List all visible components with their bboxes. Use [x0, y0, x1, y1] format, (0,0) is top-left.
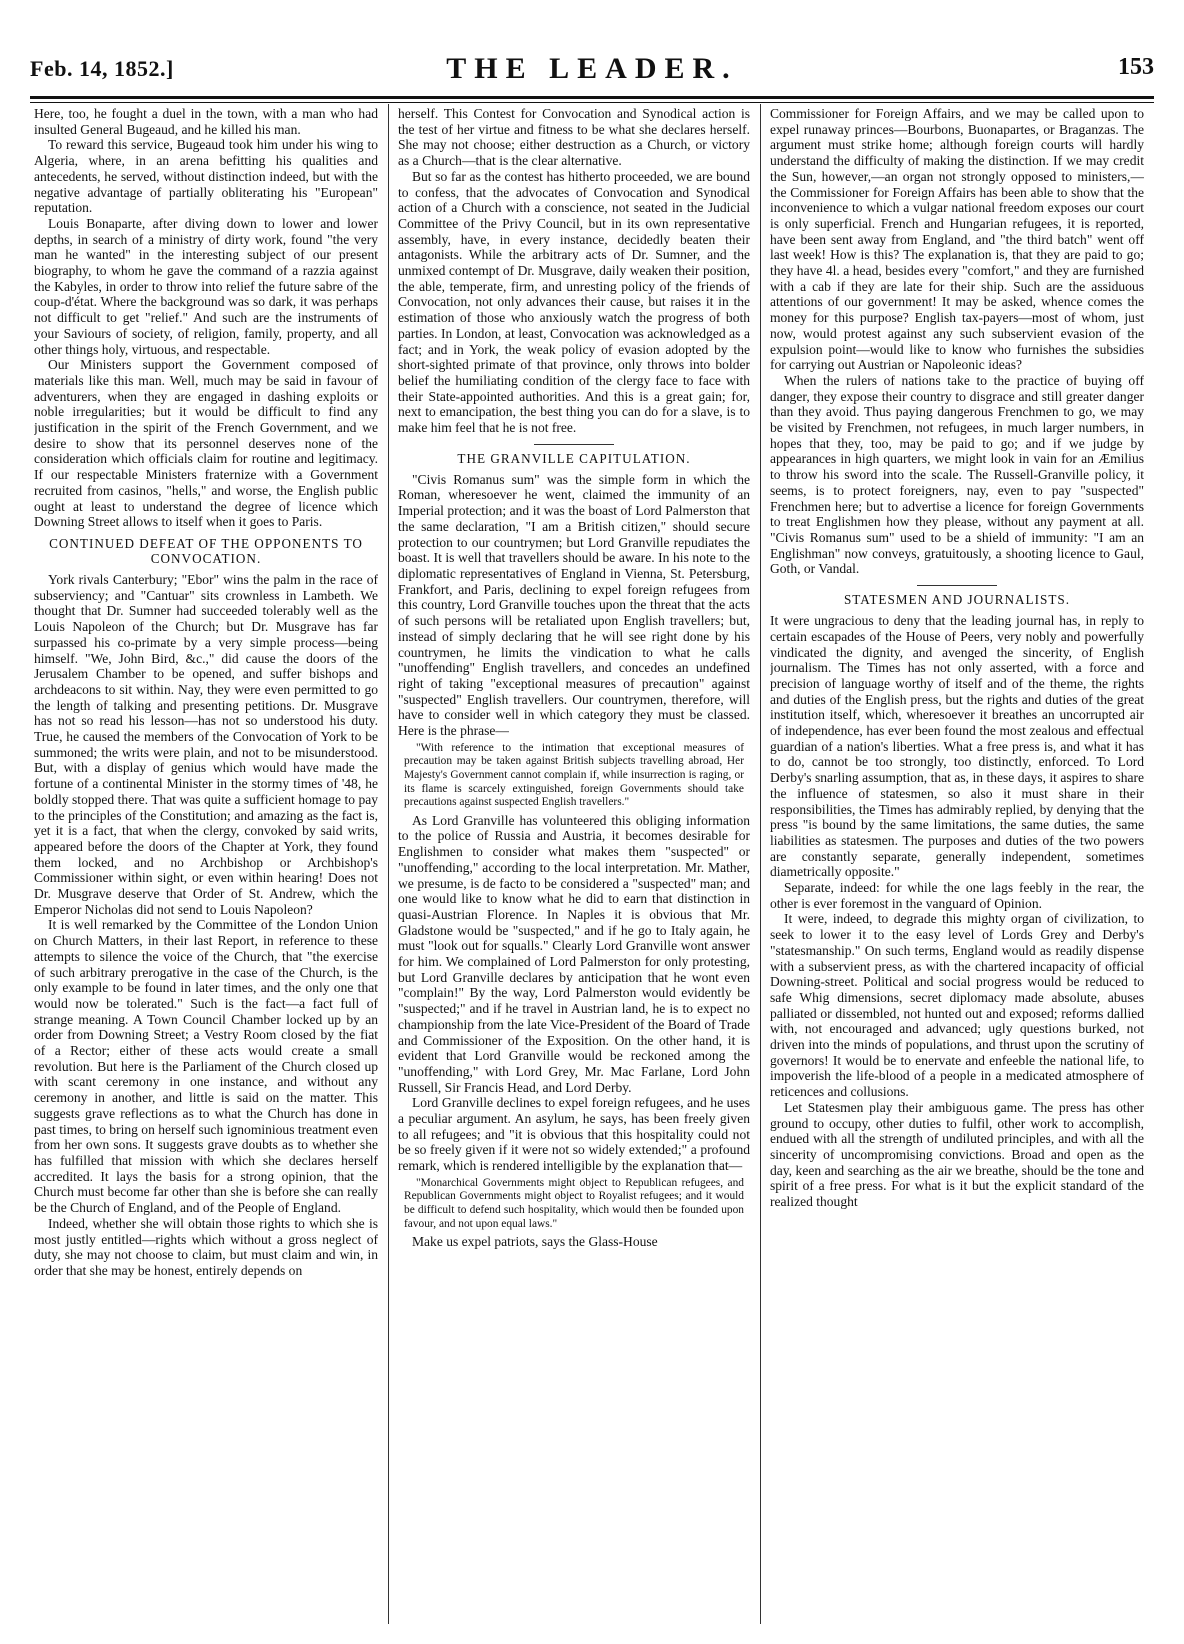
paragraph: But so far as the contest has hitherto proceeded, we are bound to confess, that the advocates of Convocation and Synodical action of a Church with a conscience, not seated in the Judicial Committee of the Privy Council, but in its own representative assembly, have, in every instance, decidedly beaten their antagonists. While the arbitrary acts of Dr. Sumner, and the unmixed contempt of Dr. Musgrave, daily weaken their position, the able, temperate, firm, and unresting policy of the friends of Convocation, not only advances their cause, but raises it in the estimation of those who anxiously watch the progress of both parties. In London, at least, Convocation was acknowledged as a fact; and in York, the weak policy of evasion adopted by the short-sighted primate of that province, only throws into bolder belief the humiliating condition of the clergy face to face with their State-appointed authorities. And this is a great gain; for, next to emancipation, the best thing you can do for a slave, is to make him feel that he is not free.	[398, 168, 750, 436]
paragraph: It were, indeed, to degrade this mighty organ of civilization, to seek to lower it to the easy level of Lords Grey and Derby's "statesmanship." On such terms, England would as readily dispense with a subservient press, as with the chartered incapacity of official Downing-street. Political and social progress would be reduced to safe Whig dimensions, secret diplomacy made absolute, abuses palliated or dissembled, not hunted out and exposed; reforms dallied with, not encouraged and advanced; ugly questions burked, not driven into the minds of populations, and thrust upon the scrutiny of governors! It would be to enervate and enfeeble the national life, to impoverish the life-blood of a people in a medicated atmosphere of reticences and collusions.	[770, 911, 1144, 1100]
masthead-rule-thin	[30, 102, 1154, 103]
paragraph: Lord Granville declines to expel foreign refugees, and he uses a peculiar argument. An asylum, he says, has been freely given to all refugees; and "it is obvious that this hospitality could not be so freely given if it were not so widely extended;" a profound remark, which is rendered intelligible by the explanation that—	[398, 1095, 750, 1174]
masthead	[30, 48, 1154, 94]
paragraph: Make us expel patriots, says the Glass-House	[412, 1234, 658, 1250]
paragraph: "Civis Romanus sum" was the simple form in which the Roman, wheresoever he went, claimed the immunity of an Imperial protection; and it was the boast of Lord Palmerston that the same declaration, "I am a British citizen," should secure protection to our countrymen; but Lord Granville repudiates the boast. It is well that travellers should be aware. In his note to the diplomatic representatives of England in Vienna, St. Petersburg, Frankfort, and Paris, declining to expel foreign refugees from this country, Lord Granville touches upon the threat that the acts of such persons will be retaliated upon English travellers; but, instead of simply declaring that he will see right done by his countrymen, he limits the vindication to what he calls "unoffending" English travellers, and concedes an undefined right of taking "exceptional measures of precaution" against "suspected" English travellers. Our countrymen, therefore, will have to consider well in which category they must be classed. Here is the phrase—	[398, 471, 750, 739]
paragraph: Here, too, he fought a duel in the town, with a man who had insulted General Bugeaud, and he killed his man.	[34, 106, 378, 137]
section-separator	[917, 585, 997, 586]
issue-date: Feb. 14, 1852.]	[30, 56, 174, 81]
column-1	[34, 106, 378, 1626]
column-3	[770, 106, 1144, 1626]
column-divider	[388, 104, 389, 1624]
paragraph: Commissioner for Foreign Affairs, and we may be called upon to expel runaway princes—Bourbons, Buonapartes, or Braganzas. The argument must strike home; although foreign courts will hardly understand the difficulty of making the distinction. If we may credit the Sun, however,—an organ not strongly opposed to ministers,—the Commissioner for Foreign Affairs has been able to show that the inconvenience to which a vulgar national freedom exposes our court is only superficial. French and Hungarian refugees, it is reported, have been sent away from England, and "the third batch" went off last week! How is this? The explanation is, that they are paid to go; they have 4l. a head, besides every "comfort," and they are furnished with a cab if they are late for their ship. Such are the assiduous attentions of our government! It may be asked, whence comes the money for this purpose? English tax-payers—most of whom, just now, would protest against any such subservient evasion of the expulsion point—would like to know who furnishes the subsidies for carrying out Austrian or Napoleonic ideas?	[770, 106, 1144, 373]
column-divider	[760, 104, 761, 1624]
article-heading-granville: THE GRANVILLE CAPITULATION.	[457, 450, 691, 466]
paragraph: As Lord Granville has volunteered this obliging information to the police of Russia and Austria, it becomes desirable for Englishmen to consider what makes them "suspected" or "unoffending," according to the local interpretation. Mr. Mather, we presume, is de facto to be considered a "suspected" man; and one would like to know what he did to earn that distinction in quasi-Austrian Florence. In Naples it is obvious that Mr. Gladstone would be "suspected," and if he go to Italy again, he must "look out for squalls." Clearly Lord Granville wont answer for him. We complained of Lord Palmerston for only protesting, but Lord Granville declares by anticipation that he wont even "complain!" By the way, Lord Palmerston would evidently be "suspected;" and if he travel in Austrian land, he is to expect no championship from the late Vice-President of the Board of Trade and Commissioner of the Exposition. On the other hand, it is evident that Lord Granville would be reckoned among the "unoffending," with Lord Grey, Mr. Mac Farlane, Lord John Russell, Sir Francis Head, and Lord Derby.	[398, 812, 750, 1095]
block-quote: "Monarchical Governments might object to Republican refugees, and Republican Governments might object to Royalist refugees; and it would be difficult to defend such hospitality, which would then be founded upon favour, and not upon equal laws."	[404, 1176, 744, 1230]
paragraph: York rivals Canterbury; "Ebor" wins the palm in the race of subserviency; and "Cantuar" sits crownless in Lambeth. We thought that Dr. Sumner had succeeded tolerably well as the Louis Napoleon of the Church; but Dr. Musgrave has far surpassed his co-primate by a very simple process—being himself. "We, John Bird, &c.," did cause the doors of the Jerusalem Chamber to be opened, and suffer bishops and archdeacons to sit within. Nay, they were even permitted to go the length of talking and presenting petitions. Dr. Musgrave has not so read his lesson—has not so understood his duty. True, he caused the members of the Convocation of York to be summoned; the writs were plain, and not to be misunderstood. But, with a display of genius which would have made the fortune of a continental Minister in the stormy times of '48, he boldly stopped there. That was quite a sufficient homage to pay to the principles of the Constitution; and amazing as the fact is, yet it is a fact, that when the clergy, convoked by said writs, appeared before the doors of the Chapter at York, they found them locked, and no Archbishop or Archbishop's Commissioner within sight, or even within hearing! Does not Dr. Musgrave deserve that Order of St. Andrew, which the Emperor Nicholas did not send to Louis Napoleon?	[34, 571, 378, 917]
article-heading-statesmen: STATESMEN AND JOURNALISTS.	[843, 592, 1071, 608]
paragraph: Separate, indeed: for while the one lags feebly in the rear, the other is ever foremost in the vanguard of Opinion.	[770, 880, 1144, 911]
section-separator	[534, 444, 614, 445]
column-2	[398, 106, 750, 1626]
paragraph: Let Statesmen play their ambiguous game. The press has other ground to occupy, other duties to fulfil, other work to accomplish, endued with all the strength of undiluted principles, and with all the sincerity of uncompromising convictions. Broad and open as the day, keen and searching as the air we breathe, should be the tone and spirit of a free press. For what is it but the explicit standard of the realized thought	[770, 1099, 1144, 1210]
paragraph: It were ungracious to deny that the leading journal has, in reply to certain escapades of the House of Peers, very nobly and powerfully vindicated the dignity, and avenged the sincerity, of English journalism. The Times has not only asserted, with a force and precision of language worthy of itself and of the theme, the rights and duties of the English press, but the rights and duties of the great institution itself, which, wheresoever it breathes an uncorrupted air of independence, has ever been found the most zealous and effectual guardian of a nation's liberties. What a free press is, and what it has to do, cannot be too strongly, too distinctly, enforced. To Lord Derby's snarling assumption, that as, in these days, it aspires to share the influence of statesmen, so also it must share in their responsibilities, the Times has admirably replied, by denying that the press "is bound by the same limitations, the same duties, the same liabilities as statesmen. The purposes and duties of the two powers are constantly separate, generally independent, sometimes diametrically opposite."	[770, 613, 1144, 880]
block-quote: "With reference to the intimation that exceptional measures of precaution may be taken against British subjects travelling abroad, Her Majesty's Government cannot complain if, while insurrection is raging, or its flame is scarcely extinguished, foreign Governments should take precautions against suspected English travellers."	[404, 741, 744, 809]
paragraph: Our Ministers support the Government composed of materials like this man. Well, much may be said in favour of adventurers, when they are engaged in dashing exploits or noble irregularities; but it would be difficult to find any justification in the spirit of the French Government, and we desire to show that its personnel deserves none of the consideration which officials claim for routine and legitimacy. If our respectable Ministers fraternize with a Government recruited from casinos, "hells," and worse, the English public ought at least to understand the degree of licence which Downing Street allows to itself when it goes to Paris.	[34, 357, 378, 530]
paragraph: Louis Bonaparte, after diving down to lower and lower depths, in search of a ministry of dirty work, found "the very man he wanted" in the interesting subject of our present biography, to whom he gave the command of a razzia against the Kabyles, in order to throw into relief the future sabre of the coup-d'état. Where the background was so dark, it was perhaps not difficult to get "relief." And such are the instruments of your Saviours of society, of religion, family, property, and all other things holy, virtuous, and respectable.	[34, 215, 378, 357]
newspaper-title: THE LEADER.	[446, 52, 738, 85]
paragraph: herself. This Contest for Convocation and Synodical action is the test of her virtue and fitness to be what she declares herself. She may not choose; either destruction as a Church, or victory as a Church—that is the clear alternative.	[398, 106, 750, 169]
paragraph: Indeed, whether she will obtain those rights to which she is most justly entitled—rights which without a gross neglect of duty, she may not choose to claim, but must claim and win, in order that she may be honest, entirely depends on	[34, 1215, 378, 1278]
article-heading-convocation: CONTINUED DEFEAT OF THE OPPONENTS TO CONVOCATION.	[49, 535, 363, 566]
paragraph: It is well remarked by the Committee of the London Union on Church Matters, in their last Report, in reference to these attempts to silence the voice of the Church, that "the exercise of such arbitrary prerogative in the case of the Church, is the only example to be found in later times, and the only one that would now be tolerated." Such is the fact—a fact full of strange meaning. A Town Council Chamber locked up by an order from Downing Street; a Vestry Room closed by the fiat of a Rector; either of these acts would create a small revolution. But here is the Parliament of the Church closed up with scant ceremony in one instance, and without any ceremony in another, and little is said on the matter. This suggests grave reflections as to what the Church has done in past times, to bring on herself such ignominious treatment even from her own sons. It suggests grave doubts as to whether she has fulfilled that mission with which she declares herself accredited. It lays the basis for a strong opinion, that the Church must become far other than she is before she can really be the Church of England, and of the People of England.	[34, 917, 378, 1216]
paragraph: To reward this service, Bugeaud took him under his wing to Algeria, where, in an arena befitting his qualities and antecedents, he served, without distinction indeed, but with the negative advantage of partially obliterating his "European" reputation.	[34, 137, 378, 216]
masthead-rule-thick	[30, 96, 1154, 99]
paragraph: When the rulers of nations take to the practice of buying off danger, they expose their country to disgrace and still greater danger than they avoid. Thus paying dangerous Frenchmen to go, we may be visited by Frenchmen, not refugees, in much larger numbers, in hopes that they, too, may be paid to go; and if we judge by appearances in high quarters, we might look in vain for an Æmilius to throw his sword into the scale. The Russell-Granville policy, it seems, is to protect foreigners, nay, even to pay "suspected" Frenchmen here; but to advertise a licence for foreign Governments to treat Englishmen how they please, without any payment at all. "Civis Romanus sum" used to be a shield of immunity: "I am an Englishman" now conveys, gratuitously, a shooting licence to Gaul, Goth, or Vandal.	[770, 372, 1144, 577]
page-number: 153	[1118, 54, 1154, 80]
